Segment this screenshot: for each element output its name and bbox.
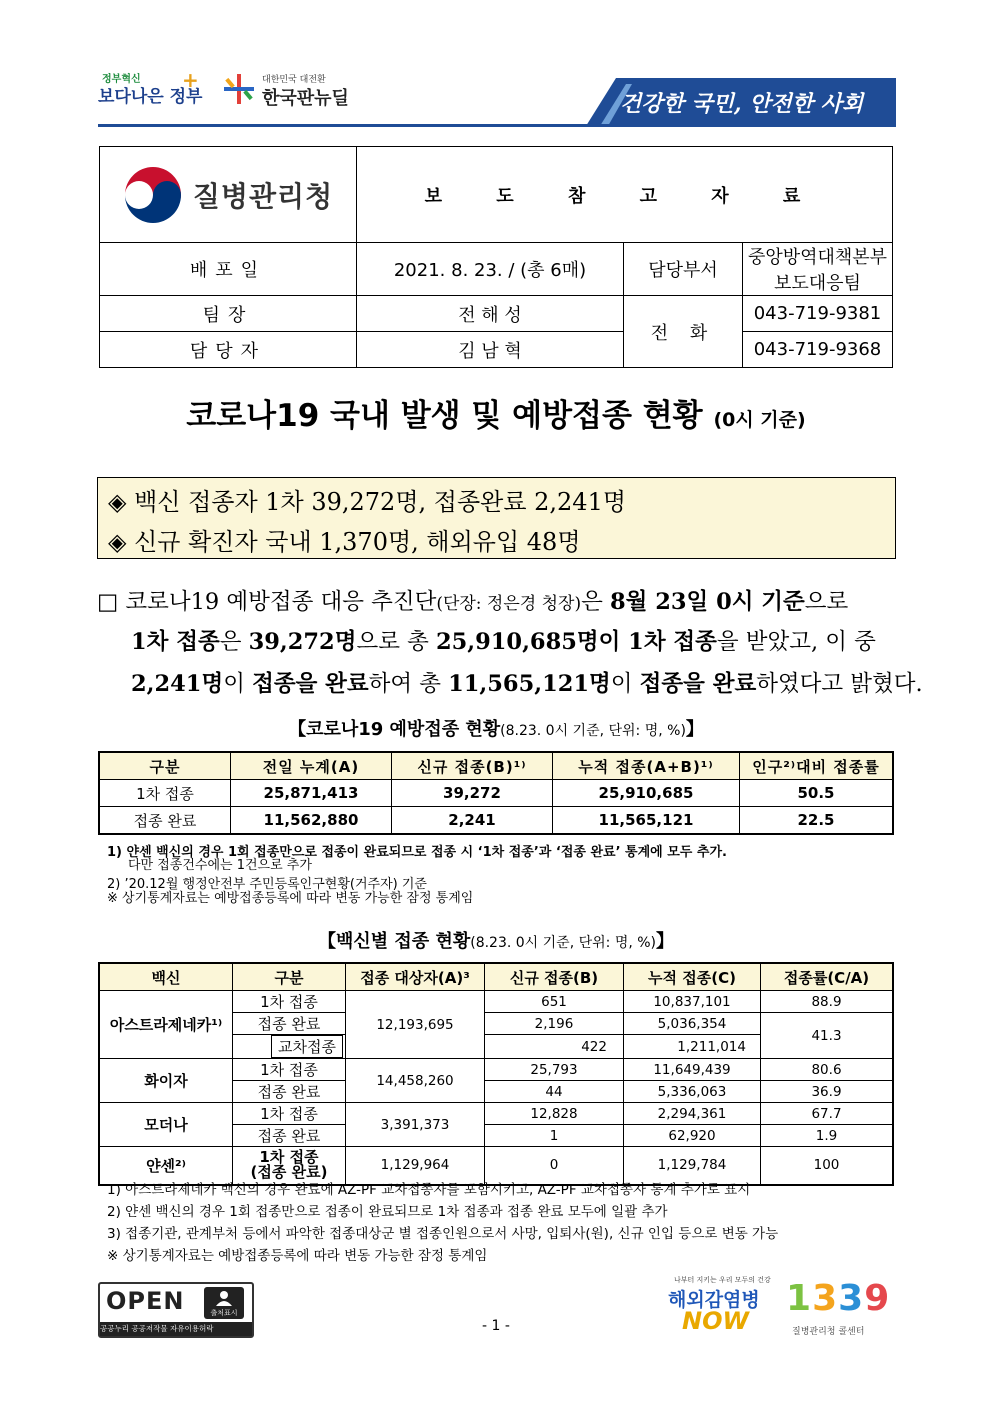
table2-title-end: 】	[656, 931, 675, 952]
open-license-bar: 공공누리 공공저작물 자유이용허락	[100, 1322, 252, 1336]
table1-title-sub: (8.23. 0시 기준, 단위: 명, %)	[500, 723, 686, 739]
table-cell: 1,129,784	[624, 1147, 761, 1185]
para-text: 은	[581, 589, 610, 615]
table-cell: 25,793	[485, 1059, 624, 1081]
phone-1: 043-719-9381	[743, 296, 893, 332]
table2-note-4: ※ 상기통계자료는 예방접종등록에 따라 변동 가능한 잠정 통계임	[107, 1248, 488, 1264]
table-cell: 11,649,439	[624, 1059, 761, 1081]
now-tagline: 나부터 지키는 우리 모두의 건강	[674, 1276, 771, 1284]
table-header: 인구²⁾대비 접종률	[740, 752, 894, 780]
paragraph-line-2	[131, 624, 876, 656]
date-value: 2021. 8. 23. / (총 6매)	[357, 243, 624, 296]
leader-value: 전 해 성	[357, 296, 624, 332]
call-number-digit: 3	[838, 1278, 865, 1319]
table-header: 누적 접종(C)	[624, 963, 761, 991]
table-cell: 36.9	[761, 1081, 894, 1103]
press-header-table	[99, 146, 893, 368]
paragraph-line-1	[97, 584, 848, 616]
table-header: 백신	[99, 963, 233, 991]
agency-cell	[100, 147, 357, 243]
table-cell: 67.7	[761, 1103, 894, 1125]
vaccine-name: 얀센²⁾	[99, 1147, 233, 1185]
attribution-badge-label: 출처표시	[210, 1309, 238, 1317]
cross-vaccination-label: 교차접종	[271, 1035, 343, 1058]
table-row	[99, 1147, 893, 1185]
table-row	[99, 780, 893, 807]
table-cell: 5,336,063	[624, 1081, 761, 1103]
table-header: 구분	[99, 752, 231, 780]
para-text: 이	[610, 671, 640, 697]
slogan-text: 건강한 국민, 안전한 사회	[620, 91, 864, 117]
table1-note-1b: 다만 접종건수에는 1건으로 추가	[128, 858, 312, 873]
call-number-digit: 3	[812, 1278, 839, 1319]
table-header: 전일 누계(A)	[231, 752, 392, 780]
phone-2: 043-719-9368	[743, 332, 893, 368]
table-cell: 25,871,413	[231, 780, 392, 807]
table-header: 구분	[233, 963, 346, 991]
header-divider	[98, 124, 896, 127]
target-cell: 3,391,373	[346, 1103, 485, 1147]
now-line1: 해외감염병	[668, 1289, 760, 1311]
table-cell: 50.5	[740, 780, 894, 807]
page-title-sub: (0시 기준)	[713, 409, 806, 431]
para-text: 이	[223, 671, 253, 697]
table-cell: 651	[485, 991, 624, 1013]
table-cell: 41.3	[761, 1013, 894, 1059]
vaccination-summary-table	[98, 751, 894, 835]
para-text: 을 받았고, 이 중	[716, 629, 876, 655]
paragraph-line-3	[131, 666, 923, 698]
dept-value	[743, 243, 893, 296]
staff-label: 담당자	[100, 332, 357, 368]
gov-logo-line1: 정부혁신	[102, 74, 141, 85]
table-cell: 1.9	[761, 1125, 894, 1147]
row-kind: 1차 접종	[233, 1059, 346, 1081]
table-cell: 1,211,014	[624, 1035, 761, 1059]
call-center-1339-logo	[786, 1278, 898, 1338]
attribution-badge	[204, 1287, 244, 1319]
table-cell: 1	[485, 1125, 624, 1147]
para-text: 으로 총	[356, 629, 436, 655]
vaccine-name: 화이자	[99, 1059, 233, 1103]
table2-title-text: 【백신별 접종 현황	[317, 931, 471, 952]
para-text: 접종을 완료	[252, 671, 369, 697]
dept-value-line2: 보도대응팀	[774, 273, 861, 294]
gov-innovation-logo	[98, 68, 203, 110]
table-cell: 62,920	[624, 1125, 761, 1147]
para-text: (단장: 정은경 청장)	[436, 594, 582, 614]
table-header: 신규 접종(B)¹⁾	[392, 752, 553, 780]
table-cell: 422	[485, 1035, 624, 1059]
para-text: 1차 접종	[131, 629, 220, 655]
para-text: □ 코로나19 예방접종 대응 추진단	[97, 589, 437, 615]
para-text: 39,272명	[248, 629, 357, 655]
summary-line-2: ◈ 신규 확진자 국내 1,370명, 해외유입 48명	[108, 528, 581, 556]
para-text: 2,241명	[131, 671, 224, 697]
now-line2: NOW	[682, 1307, 749, 1335]
table1-note-3: ※ 상기통계자료는 예방접종등록에 따라 변동 가능한 잠정 통계임	[107, 891, 474, 906]
vaccine-name: 모더나	[99, 1103, 233, 1147]
call-number-digit: 1	[786, 1278, 813, 1319]
table-cell: 0	[485, 1147, 624, 1185]
agency-name: 질병관리청	[192, 179, 334, 213]
row-label: 접종 완료	[99, 807, 231, 835]
slogan-banner	[586, 78, 896, 126]
table-cell: 11,562,880	[231, 807, 392, 835]
leader-label: 팀장	[100, 296, 357, 332]
table-cell: 2,196	[485, 1013, 624, 1035]
table1-note-1: 1) 얀센 백신의 경우 1회 접종만으로 접종이 완료되므로 접종 시 ‘1차 접종’과 ‘접종 완료’ 통계에 모두 추가.	[107, 845, 727, 860]
table2-note-3: 3) 접종기관, 관계부처 등에서 파악한 접종대상군 별 접종인원으로서 사망, 입퇴사(원), 신규 인입 등으로 변동 가능	[107, 1226, 779, 1242]
table-row	[99, 991, 893, 1013]
table-cell: 100	[761, 1147, 894, 1185]
row-kind: 1차 접종	[233, 991, 346, 1013]
row-kind-line1: 1차 접종	[259, 1148, 319, 1167]
vaccine-breakdown-table	[98, 962, 894, 1186]
vaccine-name: 아스트라제네카¹⁾	[99, 991, 233, 1059]
table-cell: 44	[485, 1081, 624, 1103]
row-kind-line2: (접종 완료)	[250, 1163, 328, 1182]
summary-box	[97, 477, 896, 559]
table1-note-2: 2) ’20.12월 행정안전부 주민등록인구현황(거주자) 기준	[107, 877, 427, 892]
row-kind: 1차 접종	[233, 1103, 346, 1125]
vaccination-table-title	[0, 715, 992, 741]
table-cell: 25,910,685	[553, 780, 740, 807]
row-kind	[233, 1035, 346, 1059]
table-row	[99, 807, 893, 835]
row-kind	[233, 1147, 346, 1185]
table1-title-end: 】	[685, 719, 704, 740]
row-kind: 접종 완료	[233, 1081, 346, 1103]
table-row	[99, 1059, 893, 1081]
para-text: 8월 23일 0시 기준	[609, 589, 805, 615]
new-deal-mark-icon	[222, 72, 256, 106]
dept-label: 담당부서	[624, 243, 743, 296]
table-cell: 2,294,361	[624, 1103, 761, 1125]
table-header: 접종 대상자(A)³	[346, 963, 485, 991]
call-number	[786, 1278, 890, 1319]
table-cell: 5,036,354	[624, 1013, 761, 1035]
document-type-title: 보 도 참 고 자 료	[357, 147, 893, 243]
table2-note-1: 1) 아스트라제네카 백신의 경우 완료에 AZ-PF 교차접종자를 포함시키고, AZ-PF 교차접종자 통계 추가로 표시	[107, 1182, 751, 1198]
para-text: 하여 총	[368, 671, 449, 697]
target-cell: 1,129,964	[346, 1147, 485, 1185]
page-title-main: 코로나19 국내 발생 및 예방접종 현황	[186, 398, 703, 434]
row-kind: 접종 완료	[233, 1125, 346, 1147]
table-cell: 10,837,101	[624, 991, 761, 1013]
row-kind: 접종 완료	[233, 1013, 346, 1035]
para-text: 하였다고 밝혔다.	[756, 671, 923, 697]
table-header: 접종률(C/A)	[761, 963, 894, 991]
para-text: 으로	[804, 589, 849, 615]
date-label: 배포일	[100, 243, 357, 296]
table2-note-2: 2) 얀센 백신의 경우 1회 접종만으로 접종이 완료되므로 1차 접종과 접종 완료 모두에 일괄 추가	[107, 1204, 668, 1220]
table-cell: 39,272	[392, 780, 553, 807]
para-text: 11,565,121명	[448, 671, 611, 697]
table-cell: 12,828	[485, 1103, 624, 1125]
table-cell: 88.9	[761, 991, 894, 1013]
table2-title-sub: (8.23. 0시 기준, 단위: 명, %)	[470, 935, 657, 951]
table-cell: 80.6	[761, 1059, 894, 1081]
call-number-digit: 9	[864, 1278, 891, 1319]
table-header: 신규 접종(B)	[485, 963, 624, 991]
summary-line-1: ◈ 백신 접종자 1차 39,272명, 접종완료 2,241명	[108, 488, 627, 516]
row-label: 1차 접종	[99, 780, 231, 807]
table1-title-text: 【코로나19 예방접종 현황	[288, 719, 501, 740]
table-row	[99, 1103, 893, 1125]
table-cell: 11,565,121	[553, 807, 740, 835]
target-cell: 12,193,695	[346, 991, 485, 1059]
para-text: 25,910,685명이 1차 접종	[435, 629, 717, 655]
page-number: - 1 -	[482, 1318, 510, 1334]
person-icon	[214, 1290, 234, 1306]
gov-logo-line2: 보다나은 정부	[98, 87, 203, 107]
page-title	[99, 390, 893, 435]
table-header: 누적 접종(A+B)¹⁾	[553, 752, 740, 780]
dept-value-line1: 중앙방역대책본부	[747, 247, 888, 268]
table-cell: 22.5	[740, 807, 894, 835]
new-deal-line2: 한국판뉴딜	[262, 88, 349, 109]
para-text: 접종을 완료	[639, 671, 757, 697]
staff-value: 김 남 혁	[357, 332, 624, 368]
korean-new-deal-logo	[222, 70, 362, 110]
taegeuk-emblem-icon	[123, 165, 183, 225]
call-center-caption: 질병관리청 콜센터	[792, 1327, 865, 1337]
table-cell: 2,241	[392, 807, 553, 835]
phone-label: 전 화	[624, 296, 743, 368]
plus-icon: +	[182, 68, 199, 92]
new-deal-line1: 대한민국 대전환	[262, 75, 326, 85]
para-text: 은	[219, 629, 249, 655]
overseas-infection-now-logo	[668, 1275, 772, 1337]
vaccine-table-title	[0, 927, 992, 953]
open-word: OPEN	[106, 1287, 185, 1315]
target-cell: 14,458,260	[346, 1059, 485, 1103]
